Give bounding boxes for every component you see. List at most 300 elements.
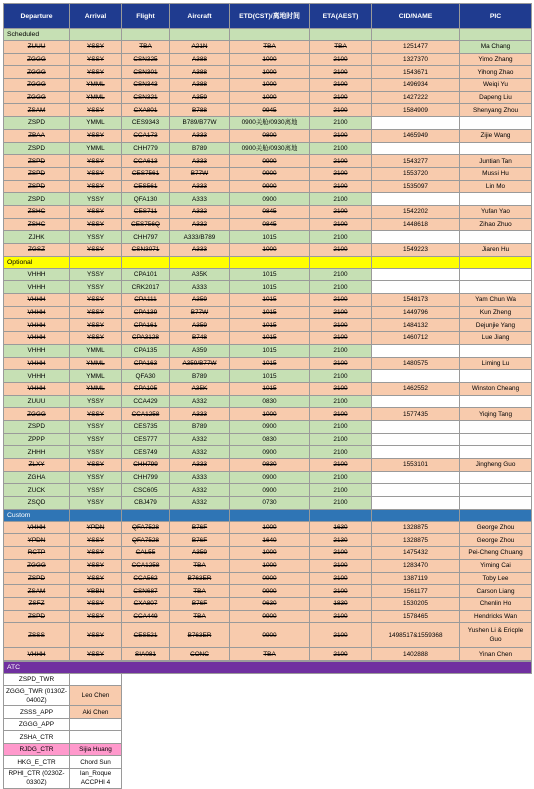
cell-arrival[interactable]: YMML — [70, 382, 122, 395]
cell-cid-name[interactable]: 1427222 — [372, 91, 460, 104]
cell-eta[interactable]: 2100 — [310, 53, 372, 66]
cell-cid-name[interactable] — [372, 420, 460, 433]
cell-aircraft[interactable]: A388 — [170, 79, 230, 92]
cell-pic[interactable] — [460, 471, 532, 484]
cell-departure[interactable]: VHHH — [4, 521, 70, 534]
cell-cid-name[interactable] — [372, 344, 460, 357]
cell-arrival[interactable]: YMML — [70, 79, 122, 92]
cell-etd[interactable]: 0845 — [230, 218, 310, 231]
cell-cid-name[interactable]: 1561177 — [372, 585, 460, 598]
cell-departure[interactable]: ZLXY — [4, 459, 70, 472]
cell-etd[interactable]: 0945 — [230, 104, 310, 117]
cell-etd[interactable]: 0800 — [230, 129, 310, 142]
cell-aircraft[interactable]: A333 — [170, 244, 230, 257]
section-cell[interactable] — [170, 509, 230, 521]
cell-etd[interactable]: 1015 — [230, 319, 310, 332]
cell-pic[interactable] — [460, 420, 532, 433]
atc-position[interactable]: ZSSS_APP — [4, 706, 70, 719]
cell-flight[interactable]: CCA1258 — [122, 559, 170, 572]
cell-departure[interactable]: ZUUU — [4, 41, 70, 54]
cell-arrival[interactable]: YSSY — [70, 218, 122, 231]
cell-arrival[interactable]: YMML — [70, 357, 122, 370]
cell-flight[interactable]: CSC605 — [122, 484, 170, 497]
cell-arrival[interactable]: YMML — [70, 370, 122, 383]
cell-cid-name[interactable]: 1553101 — [372, 459, 460, 472]
cell-eta[interactable]: 2100 — [310, 332, 372, 345]
atc-controller[interactable]: Ian_Roque ACCPHI 4 — [70, 768, 122, 788]
cell-departure[interactable]: ZGSZ — [4, 244, 70, 257]
cell-arrival[interactable]: YSSY — [70, 180, 122, 193]
cell-departure[interactable]: ZGGG — [4, 79, 70, 92]
cell-etd[interactable]: 1015 — [230, 382, 310, 395]
section-cell[interactable] — [122, 29, 170, 41]
section-cell[interactable] — [310, 29, 372, 41]
cell-arrival[interactable]: YSSY — [70, 559, 122, 572]
cell-aircraft[interactable]: A333 — [170, 408, 230, 421]
cell-departure[interactable]: ZSHC — [4, 205, 70, 218]
cell-etd[interactable]: 1000 — [230, 79, 310, 92]
cell-eta[interactable]: 2100 — [310, 231, 372, 244]
section-label[interactable]: ATC — [4, 661, 532, 673]
cell-aircraft[interactable]: B77W — [170, 306, 230, 319]
atc-position[interactable]: RJDG_CTR — [4, 743, 70, 756]
cell-cid-name[interactable]: 1530205 — [372, 597, 460, 610]
cell-flight[interactable]: QFA7528 — [122, 521, 170, 534]
atc-position[interactable]: HKG_E_CTR — [4, 756, 70, 769]
cell-arrival[interactable]: YSSY — [70, 294, 122, 307]
cell-eta[interactable]: 2100 — [310, 471, 372, 484]
cell-arrival[interactable]: YSSY — [70, 205, 122, 218]
cell-cid-name[interactable] — [372, 117, 460, 130]
cell-aircraft[interactable]: A332 — [170, 433, 230, 446]
cell-departure[interactable]: VHHH — [4, 319, 70, 332]
cell-flight[interactable]: CES756Q — [122, 218, 170, 231]
cell-arrival[interactable]: YMML — [70, 91, 122, 104]
cell-departure[interactable]: ZGGG — [4, 91, 70, 104]
cell-flight[interactable]: CPA111 — [122, 294, 170, 307]
cell-aircraft[interactable]: B788 — [170, 104, 230, 117]
cell-etd[interactable]: 0900 — [230, 471, 310, 484]
section-cell[interactable] — [122, 509, 170, 521]
cell-flight[interactable]: CPA3128 — [122, 332, 170, 345]
cell-arrival[interactable]: YPDN — [70, 521, 122, 534]
cell-cid-name[interactable]: 1251477 — [372, 41, 460, 54]
cell-etd[interactable]: 1015 — [230, 332, 310, 345]
cell-arrival[interactable]: YSSY — [70, 167, 122, 180]
cell-eta[interactable]: 2100 — [310, 244, 372, 257]
cell-etd[interactable]: 0900关舱/0930离地 — [230, 142, 310, 155]
cell-aircraft[interactable]: B789 — [170, 420, 230, 433]
cell-pic[interactable]: Yihong Zhao — [460, 66, 532, 79]
cell-arrival[interactable]: YSSY — [70, 648, 122, 661]
cell-departure[interactable]: ZSPD — [4, 167, 70, 180]
cell-cid-name[interactable] — [372, 193, 460, 206]
cell-aircraft[interactable]: B76F — [170, 521, 230, 534]
cell-pic[interactable]: Toby Lee — [460, 572, 532, 585]
cell-eta[interactable]: 2100 — [310, 484, 372, 497]
cell-etd[interactable]: 1000 — [230, 244, 310, 257]
cell-flight[interactable]: TBA — [122, 41, 170, 54]
cell-arrival[interactable]: YSSY — [70, 155, 122, 168]
cell-eta[interactable]: 2100 — [310, 193, 372, 206]
cell-departure[interactable]: ZSPD — [4, 155, 70, 168]
cell-etd[interactable]: 1015 — [230, 294, 310, 307]
cell-departure[interactable]: ZUUU — [4, 395, 70, 408]
cell-aircraft[interactable]: A333 — [170, 129, 230, 142]
cell-arrival[interactable]: YSSY — [70, 459, 122, 472]
cell-pic[interactable]: Yiqing Tang — [460, 408, 532, 421]
section-cell[interactable] — [230, 509, 310, 521]
section-cell[interactable] — [310, 256, 372, 268]
cell-etd[interactable]: 0900 — [230, 155, 310, 168]
cell-etd[interactable]: 0630 — [230, 597, 310, 610]
cell-eta[interactable]: TBA — [310, 41, 372, 54]
cell-aircraft[interactable]: B789 — [170, 370, 230, 383]
cell-arrival[interactable]: YSSY — [70, 395, 122, 408]
cell-eta[interactable]: 2100 — [310, 142, 372, 155]
cell-arrival[interactable]: YSSY — [70, 484, 122, 497]
cell-arrival[interactable]: YSSY — [70, 281, 122, 294]
cell-eta[interactable]: 2100 — [310, 446, 372, 459]
cell-etd[interactable]: 0900 — [230, 193, 310, 206]
atc-position[interactable]: ZSHA_CTR — [4, 731, 70, 744]
cell-etd[interactable]: 0900 — [230, 572, 310, 585]
cell-aircraft[interactable]: TBA — [170, 559, 230, 572]
cell-arrival[interactable]: YSSY — [70, 306, 122, 319]
section-cell[interactable] — [70, 29, 122, 41]
cell-aircraft[interactable]: B77W — [170, 167, 230, 180]
cell-departure[interactable]: ZSQD — [4, 497, 70, 510]
cell-aircraft[interactable]: A333 — [170, 459, 230, 472]
cell-cid-name[interactable]: 1448618 — [372, 218, 460, 231]
atc-controller[interactable]: Aki Chen — [70, 706, 122, 719]
cell-pic[interactable]: Yinan Chen — [460, 648, 532, 661]
cell-eta[interactable]: 2100 — [310, 572, 372, 585]
cell-pic[interactable]: Kun Zheng — [460, 306, 532, 319]
cell-cid-name[interactable]: 1449796 — [372, 306, 460, 319]
cell-pic[interactable]: Pei-Cheng Chuang — [460, 547, 532, 560]
cell-flight[interactable]: CHH797 — [122, 231, 170, 244]
cell-eta[interactable]: 2100 — [310, 497, 372, 510]
cell-pic[interactable]: Lin Mo — [460, 180, 532, 193]
cell-aircraft[interactable]: A333 — [170, 193, 230, 206]
cell-pic[interactable]: George Zhou — [460, 534, 532, 547]
cell-pic[interactable] — [460, 142, 532, 155]
cell-aircraft[interactable]: A333 — [170, 281, 230, 294]
atc-controller[interactable]: Sijia Huang — [70, 743, 122, 756]
cell-pic[interactable]: Hendricks Wan — [460, 610, 532, 623]
cell-pic[interactable]: Yam Chun Wa — [460, 294, 532, 307]
cell-departure[interactable]: ZHHH — [4, 446, 70, 459]
cell-etd[interactable]: 1015 — [230, 268, 310, 281]
cell-departure[interactable]: ZSSS — [4, 623, 70, 648]
atc-position[interactable]: ZGGG_TWR (0130Z-0400Z) — [4, 686, 70, 706]
cell-etd[interactable]: 0845 — [230, 205, 310, 218]
cell-aircraft[interactable]: TBA — [170, 585, 230, 598]
cell-flight[interactable]: CPA101 — [122, 268, 170, 281]
cell-departure[interactable]: ZUCK — [4, 484, 70, 497]
cell-departure[interactable]: VHHH — [4, 294, 70, 307]
cell-eta[interactable]: 2100 — [310, 117, 372, 130]
cell-cid-name[interactable]: 1498517&1559368 — [372, 623, 460, 648]
cell-cid-name[interactable]: 1578465 — [372, 610, 460, 623]
cell-departure[interactable]: ZSPD — [4, 117, 70, 130]
cell-pic[interactable] — [460, 395, 532, 408]
cell-departure[interactable]: VHHH — [4, 648, 70, 661]
cell-departure[interactable]: ZJHK — [4, 231, 70, 244]
cell-cid-name[interactable]: 1327370 — [372, 53, 460, 66]
cell-aircraft[interactable]: A359 — [170, 91, 230, 104]
cell-pic[interactable]: Winston Cheang — [460, 382, 532, 395]
cell-departure[interactable]: VHHH — [4, 306, 70, 319]
cell-departure[interactable]: ZSPD — [4, 572, 70, 585]
col-header-cid-name[interactable]: CID/NAME — [372, 4, 460, 29]
section-cell[interactable] — [310, 509, 372, 521]
cell-pic[interactable]: Weiqi Yu — [460, 79, 532, 92]
cell-arrival[interactable]: YSSY — [70, 53, 122, 66]
cell-arrival[interactable]: YSSY — [70, 231, 122, 244]
cell-eta[interactable]: 2100 — [310, 382, 372, 395]
cell-eta[interactable]: 2100 — [310, 129, 372, 142]
cell-arrival[interactable]: YSSY — [70, 497, 122, 510]
cell-pic[interactable]: Liming Lu — [460, 357, 532, 370]
cell-etd[interactable]: 1000 — [230, 547, 310, 560]
cell-aircraft[interactable]: A35K — [170, 268, 230, 281]
cell-departure[interactable]: ZSPD — [4, 420, 70, 433]
cell-departure[interactable]: VHHH — [4, 357, 70, 370]
cell-aircraft[interactable]: A35K — [170, 382, 230, 395]
cell-flight[interactable]: CHH799 — [122, 459, 170, 472]
cell-pic[interactable]: Zijie Wang — [460, 129, 532, 142]
col-header-flight[interactable]: Flight — [122, 4, 170, 29]
section-cell[interactable] — [170, 29, 230, 41]
cell-flight[interactable]: CSN3071 — [122, 244, 170, 257]
atc-controller[interactable]: Leo Chen — [70, 686, 122, 706]
section-cell[interactable] — [170, 256, 230, 268]
cell-flight[interactable]: QFA130 — [122, 193, 170, 206]
cell-etd[interactable]: 1640 — [230, 534, 310, 547]
cell-arrival[interactable]: YSSY — [70, 433, 122, 446]
cell-cid-name[interactable]: 1577435 — [372, 408, 460, 421]
atc-controller[interactable] — [70, 731, 122, 744]
cell-departure[interactable]: ZSAM — [4, 104, 70, 117]
cell-flight[interactable]: CSN325 — [122, 53, 170, 66]
cell-eta[interactable]: 1830 — [310, 597, 372, 610]
cell-aircraft[interactable]: B763ER — [170, 572, 230, 585]
cell-flight[interactable]: CXA807 — [122, 597, 170, 610]
cell-arrival[interactable]: YSSY — [70, 534, 122, 547]
cell-flight[interactable]: SIA081 — [122, 648, 170, 661]
cell-cid-name[interactable] — [372, 497, 460, 510]
cell-cid-name[interactable]: 1283470 — [372, 559, 460, 572]
cell-aircraft[interactable]: A333 — [170, 155, 230, 168]
cell-arrival[interactable]: YSSY — [70, 610, 122, 623]
cell-etd[interactable]: 1015 — [230, 231, 310, 244]
cell-cid-name[interactable] — [372, 471, 460, 484]
cell-departure[interactable]: ZSFZ — [4, 597, 70, 610]
cell-aircraft[interactable]: A359 — [170, 547, 230, 560]
cell-cid-name[interactable]: 1465949 — [372, 129, 460, 142]
cell-pic[interactable]: Jingheng Guo — [460, 459, 532, 472]
cell-eta[interactable]: 1630 — [310, 521, 372, 534]
col-header-arrival[interactable]: Arrival — [70, 4, 122, 29]
cell-flight[interactable]: CPA135 — [122, 344, 170, 357]
cell-etd[interactable]: 1000 — [230, 559, 310, 572]
cell-etd[interactable]: 0830 — [230, 433, 310, 446]
cell-cid-name[interactable]: 1543277 — [372, 155, 460, 168]
cell-aircraft[interactable]: B763ER — [170, 623, 230, 648]
cell-flight[interactable]: CBJ479 — [122, 497, 170, 510]
cell-etd[interactable]: TBA — [230, 41, 310, 54]
cell-etd[interactable]: 0900 — [230, 585, 310, 598]
cell-arrival[interactable]: YSSY — [70, 319, 122, 332]
cell-pic[interactable] — [460, 370, 532, 383]
cell-pic[interactable]: Shenyang Zhou — [460, 104, 532, 117]
section-cell[interactable] — [70, 509, 122, 521]
atc-position[interactable]: RPHI_CTR (0230Z-0330Z) — [4, 768, 70, 788]
section-cell[interactable] — [230, 256, 310, 268]
cell-eta[interactable]: 2100 — [310, 648, 372, 661]
cell-arrival[interactable]: YSSY — [70, 193, 122, 206]
cell-cid-name[interactable]: 1484132 — [372, 319, 460, 332]
cell-cid-name[interactable]: 1328875 — [372, 534, 460, 547]
cell-eta[interactable]: 2100 — [310, 433, 372, 446]
cell-eta[interactable]: 2100 — [310, 205, 372, 218]
cell-pic[interactable] — [460, 433, 532, 446]
cell-departure[interactable]: ZPPP — [4, 433, 70, 446]
cell-flight[interactable]: CCA429 — [122, 395, 170, 408]
cell-eta[interactable]: 2100 — [310, 281, 372, 294]
cell-aircraft[interactable]: TBA — [170, 610, 230, 623]
section-cell[interactable] — [372, 29, 460, 41]
cell-arrival[interactable]: YSSY — [70, 623, 122, 648]
cell-departure[interactable]: VHHH — [4, 268, 70, 281]
cell-eta[interactable]: 2100 — [310, 155, 372, 168]
cell-cid-name[interactable] — [372, 395, 460, 408]
cell-pic[interactable]: Mussi Hu — [460, 167, 532, 180]
cell-aircraft[interactable]: A332 — [170, 446, 230, 459]
cell-aircraft[interactable]: A359 — [170, 319, 230, 332]
cell-flight[interactable]: CCA613 — [122, 155, 170, 168]
cell-aircraft[interactable]: A332 — [170, 497, 230, 510]
cell-departure[interactable]: ZSPD — [4, 610, 70, 623]
cell-pic[interactable]: Chenlin Ho — [460, 597, 532, 610]
cell-flight[interactable]: CSN301 — [122, 66, 170, 79]
cell-aircraft[interactable]: A333 — [170, 471, 230, 484]
section-cell[interactable] — [460, 256, 532, 268]
cell-cid-name[interactable]: 1328875 — [372, 521, 460, 534]
cell-aircraft[interactable]: B748 — [170, 332, 230, 345]
cell-eta[interactable]: 2100 — [310, 559, 372, 572]
cell-eta[interactable]: 2100 — [310, 585, 372, 598]
cell-cid-name[interactable]: 1462552 — [372, 382, 460, 395]
cell-flight[interactable]: QFA30 — [122, 370, 170, 383]
cell-pic[interactable]: George Zhou — [460, 521, 532, 534]
cell-cid-name[interactable] — [372, 370, 460, 383]
cell-pic[interactable]: Lue Jiang — [460, 332, 532, 345]
section-cell[interactable] — [372, 509, 460, 521]
cell-etd[interactable]: 0900 — [230, 610, 310, 623]
cell-eta[interactable]: 2100 — [310, 319, 372, 332]
section-cell[interactable] — [122, 256, 170, 268]
cell-flight[interactable]: CCA173 — [122, 129, 170, 142]
cell-eta[interactable]: 2100 — [310, 79, 372, 92]
cell-aircraft[interactable]: A359 — [170, 294, 230, 307]
cell-cid-name[interactable]: 1542202 — [372, 205, 460, 218]
cell-arrival[interactable]: YSSY — [70, 420, 122, 433]
section-cell[interactable] — [460, 29, 532, 41]
cell-eta[interactable]: 2100 — [310, 91, 372, 104]
cell-departure[interactable]: ZGGG — [4, 66, 70, 79]
cell-arrival[interactable]: YSSY — [70, 41, 122, 54]
cell-cid-name[interactable]: 1549223 — [372, 244, 460, 257]
section-cell[interactable] — [230, 29, 310, 41]
cell-aircraft[interactable]: A332 — [170, 205, 230, 218]
cell-aircraft[interactable]: A359/B77W — [170, 357, 230, 370]
cell-eta[interactable]: 2100 — [310, 180, 372, 193]
cell-cid-name[interactable] — [372, 446, 460, 459]
cell-pic[interactable] — [460, 268, 532, 281]
cell-arrival[interactable]: YSSY — [70, 268, 122, 281]
cell-etd[interactable]: 1015 — [230, 370, 310, 383]
cell-etd[interactable]: 0900关舱/0930离地 — [230, 117, 310, 130]
cell-departure[interactable]: VHHH — [4, 281, 70, 294]
cell-etd[interactable]: 1000 — [230, 66, 310, 79]
cell-eta[interactable]: 2100 — [310, 167, 372, 180]
cell-cid-name[interactable]: 1548173 — [372, 294, 460, 307]
cell-eta[interactable]: 2100 — [310, 66, 372, 79]
section-cell[interactable] — [70, 256, 122, 268]
cell-cid-name[interactable]: 1543671 — [372, 66, 460, 79]
cell-departure[interactable]: ZBAA — [4, 129, 70, 142]
cell-flight[interactable]: CCA562 — [122, 572, 170, 585]
cell-aircraft[interactable]: A332 — [170, 484, 230, 497]
cell-flight[interactable]: CSN343 — [122, 79, 170, 92]
cell-aircraft[interactable]: B789 — [170, 142, 230, 155]
cell-eta[interactable]: 2100 — [310, 306, 372, 319]
section-label[interactable]: Scheduled — [4, 29, 70, 41]
cell-flight[interactable]: CES749 — [122, 446, 170, 459]
cell-aircraft[interactable]: A332 — [170, 218, 230, 231]
cell-pic[interactable]: Yushen Li & Ericple Guo — [460, 623, 532, 648]
cell-flight[interactable]: CSN321 — [122, 91, 170, 104]
section-cell[interactable] — [460, 509, 532, 521]
cell-pic[interactable] — [460, 484, 532, 497]
cell-flight[interactable]: CES9343 — [122, 117, 170, 130]
cell-flight[interactable]: CPA163 — [122, 357, 170, 370]
cell-flight[interactable]: CCA449 — [122, 610, 170, 623]
cell-eta[interactable]: 2100 — [310, 357, 372, 370]
cell-cid-name[interactable]: 1387119 — [372, 572, 460, 585]
cell-etd[interactable]: 0900 — [230, 180, 310, 193]
cell-departure[interactable]: ZGGG — [4, 53, 70, 66]
section-label[interactable]: Custom — [4, 509, 70, 521]
cell-cid-name[interactable]: 1402888 — [372, 648, 460, 661]
cell-aircraft[interactable]: B76F — [170, 534, 230, 547]
cell-cid-name[interactable]: 1553720 — [372, 167, 460, 180]
cell-cid-name[interactable]: 1584909 — [372, 104, 460, 117]
cell-pic[interactable]: Yufan Yao — [460, 205, 532, 218]
cell-aircraft[interactable]: A332 — [170, 395, 230, 408]
col-header-etd[interactable]: ETD(CST)/离地时间 — [230, 4, 310, 29]
cell-flight[interactable]: CAL55 — [122, 547, 170, 560]
cell-cid-name[interactable]: 1496934 — [372, 79, 460, 92]
cell-departure[interactable]: VHHH — [4, 382, 70, 395]
cell-aircraft[interactable]: B789/B77W — [170, 117, 230, 130]
cell-etd[interactable]: 1015 — [230, 357, 310, 370]
cell-pic[interactable]: Yimo Zhang — [460, 53, 532, 66]
cell-arrival[interactable]: YSSY — [70, 129, 122, 142]
